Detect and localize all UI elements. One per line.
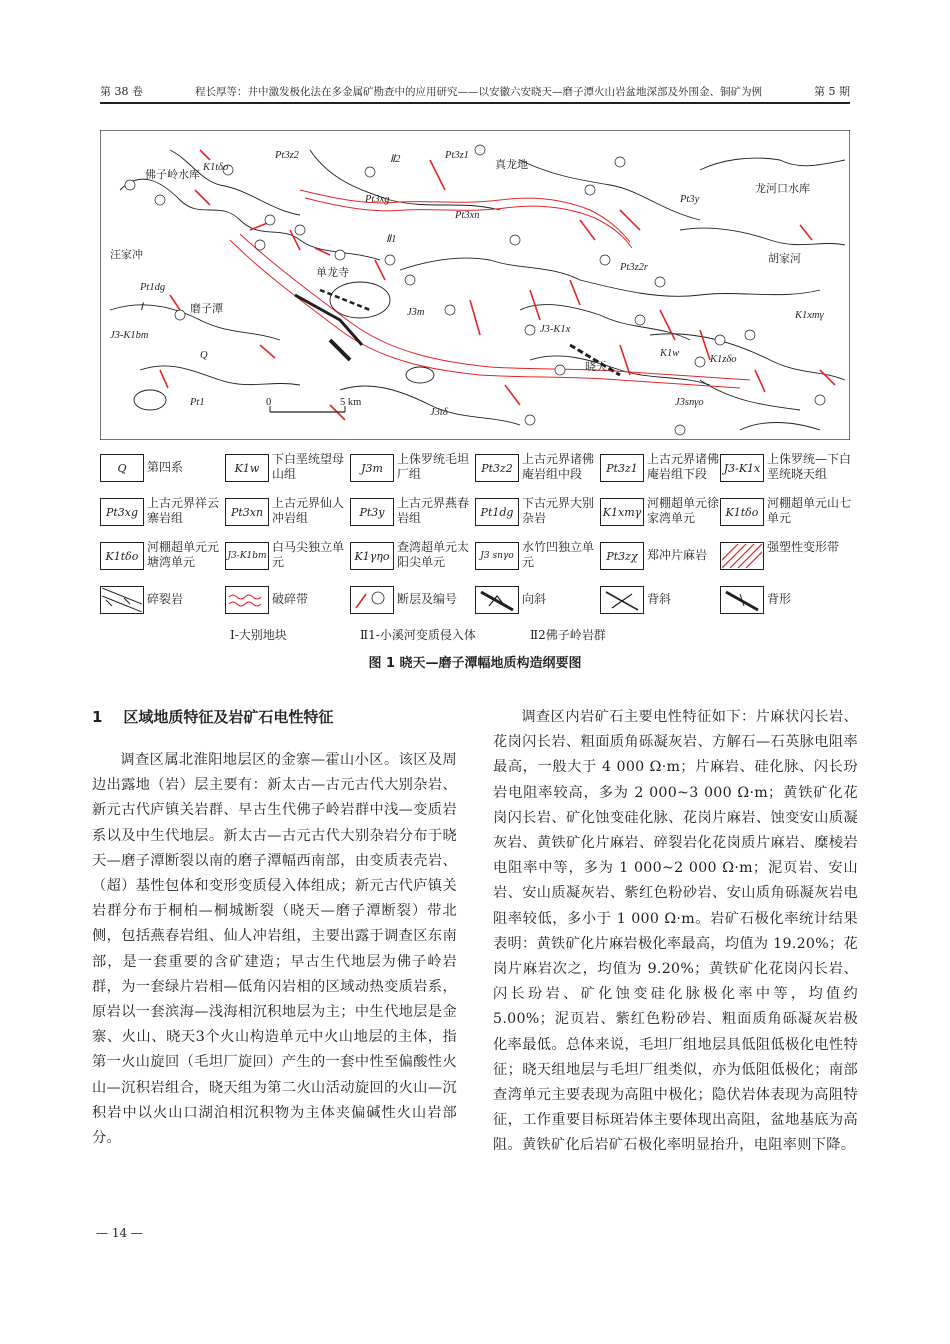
legend-text: 下白垩统望母山组 [272, 452, 345, 481]
legend-text: 上侏罗统—下白垩统晓天组 [767, 452, 852, 481]
legend-symbol-fault [350, 586, 394, 614]
unit-label: Pt3z2r [620, 262, 649, 273]
page-number: — 14 — [96, 1226, 143, 1240]
cataclastic-symbol-icon [102, 588, 142, 612]
legend-text: 上古元界诸佛庵岩组中段 [522, 452, 595, 481]
geological-map [100, 130, 850, 440]
unit-label: K1tδo [203, 162, 229, 173]
body-paragraph: 调查区内岩矿石主要电性特征如下：片麻状闪长岩、花岗闪长岩、粗面质角砾凝灰岩、方解石—石英脉电阻率最高，一般大于 4 000 Ω·m；片麻岩、硅化脉、闪长玢岩电阻率较高，多为 2 000~3 000 Ω·m；黄铁矿化花岗闪长岩、矿化蚀变硅化脉、花岗片麻岩、蚀变安山质凝灰岩、黄铁矿化片麻岩、碎裂岩化花岗质片麻岩、糜棱岩电阻率中等，多为 1 000~2 000 Ω·m；泥页岩、安山岩、安山质凝灰岩、紫红色粉砂岩、安山质角砾凝灰岩电阻率较低，多小于 1 000 Ω·m。岩矿石极化率统计结果表明：黄铁矿化片麻岩极化率最高，均值为 19.20%；花岗片麻岩次之，均值为 9.20%；黄铁矿化花岗闪长岩、闪长玢岩、矿化蚀变硅化脉极化率中等，均值约 5.00%；泥页岩、紫红色粉砂岩、粗面质角砾凝灰岩极化率最低。总体来说，毛坦厂组地层具低阻低极化电性特征；晓天组地层与毛坦厂组类似，亦为低阻低极化；南部查湾单元主要表现为高阻中极化；隐伏岩体表现为高阻特征，工作重要目标斑岩体主要体现出高阻，盆地基底为高阻。黄铁矿化后岩矿石极化率明显抬升，电阻率则下降。 [493, 709, 858, 1154]
broken-zone-symbol-icon [227, 588, 267, 612]
legend-text: 河棚超单元元塘湾单元 [147, 540, 220, 569]
legend-item [350, 584, 475, 616]
unit-label: Pt3y [680, 194, 700, 205]
unit-label: Pt1dg [140, 282, 166, 293]
unit-label: J3m [407, 307, 425, 318]
body-paragraph: 调查区属北淮阳地层区的金寨—霍山小区。该区及周边出露地（岩）层主要有：新太古—古元古代大别杂岩、新元古代庐镇关岩群、早古生代佛子岭岩群中浅—变质岩系以及中生代地层。新太古—古元古代大别杂岩分布于晓天—磨子潭断裂以南的磨子潭幅西南部，由变质表壳岩、（超）基性包体和变形变质侵入体组成；新元古代庐镇关岩群分布于桐柏—桐城断裂（晓天—磨子潭断裂）带北侧，包括燕春岩组、仙人冲岩组，主要出露于调查区东南部，是一套重要的含矿建造；早古生代地层为佛子岭岩群，为一套绿片岩相—低角闪岩相的区域动热变质岩系，原岩以一套滨海—浅海相沉积地层为主；中生代地层是金寨、火山、晓天3个火山构造单元中火山地层的主体，指第一火山旋回（毛坦厂旋回）产生的一套中性至偏酸性火山—沉积岩组合，晓天组为第二火山活动旋回的火山—沉积岩中以火山口湖泊相沉积物为主体夹偏碱性火山岩部分。 [92, 752, 457, 1147]
figure-caption: 图 1 晓天—磨子潭幅地质构造纲要图 [368, 656, 582, 671]
legend-symbol: K1γηo [350, 542, 394, 570]
legend-symbol: Pt3zχ [600, 542, 644, 570]
legend-text: 上古元界祥云寨岩组 [147, 496, 220, 525]
legend-item [475, 540, 600, 572]
legend-symbol: K1tδo [100, 542, 144, 570]
legend-symbol-broken [225, 586, 269, 614]
legend-text: 上古元界诸佛庵岩组下段 [647, 452, 720, 481]
legend-item [350, 496, 475, 528]
place-label: 磨子潭 [190, 302, 223, 315]
legend-text: 河棚超单元徐家湾单元 [647, 496, 720, 525]
fold-symbol-icon [722, 588, 762, 612]
unit-label: Ⅱ1 [386, 234, 397, 245]
legend-symbol: J3 snγo [475, 542, 519, 570]
legend-symbol: K1tδo [720, 498, 764, 526]
legend-item [350, 452, 475, 484]
legend-symbol: K1w [225, 454, 269, 482]
legend-item [100, 540, 225, 572]
legend-text: 查湾超单元太阳尖单元 [397, 540, 470, 569]
legend-text: 上古元界仙人冲岩组 [272, 496, 345, 525]
unit-label: J3snγo [675, 397, 704, 408]
place-label: 汪家冲 [110, 248, 143, 261]
legend-item [100, 452, 225, 484]
legend-item [475, 496, 600, 528]
legend-symbol: Pt3y [350, 498, 394, 526]
right-column [493, 705, 858, 1159]
legend-symbol: Pt3z2 [475, 454, 519, 482]
unit-label: Pt3z1 [445, 150, 469, 161]
scale-end: 5 km [340, 397, 362, 408]
tectonic-unit: Ⅱ2佛子岭岩群 [530, 628, 606, 642]
legend-text: 上古元界燕春岩组 [397, 496, 470, 525]
legend-item [720, 496, 850, 528]
section-heading [92, 705, 457, 730]
legend-item [600, 584, 725, 616]
section-title: 区域地质特征及岩矿石电性特征 [123, 708, 334, 726]
left-column [92, 705, 457, 1151]
legend-item [600, 496, 725, 528]
hatch-symbol-icon [722, 544, 762, 568]
anticline-symbol-icon [602, 588, 642, 612]
scale-start: 0 [266, 397, 272, 408]
legend-text: 背斜 [647, 592, 672, 606]
legend-text: 强塑性变形带 [767, 540, 840, 554]
legend-text: 背形 [767, 592, 792, 606]
legend-item [225, 496, 350, 528]
legend-item [225, 584, 350, 616]
unit-label: K1xmγ [795, 310, 824, 321]
running-header [100, 80, 850, 104]
syncline-symbol-icon [477, 588, 517, 612]
legend-text: 断层及编号 [397, 592, 458, 606]
legend-text: 水竹凹独立单元 [522, 540, 595, 569]
tectonic-unit: Ⅰ-大别地块 [230, 628, 287, 642]
legend-text: 郑冲片麻岩 [647, 548, 708, 562]
legend-item [720, 584, 850, 616]
unit-label: Pt3z2 [275, 150, 299, 161]
unit-label: Ⅰ [140, 302, 144, 313]
legend-symbol: K1xmγ [600, 498, 644, 526]
legend-symbol: J3m [350, 454, 394, 482]
legend-item [475, 584, 600, 616]
running-title: 程长厚等：井中激发极化法在多金属矿勘查中的应用研究——以安徽六安晓天—磨子潭火山岩盆地深部及外围金、铜矿为例 [195, 85, 762, 98]
place-label: 佛子岭水库 [145, 168, 200, 181]
unit-label: Pt3xn [455, 210, 480, 221]
volume-label: 第 38 卷 [100, 85, 143, 98]
legend-item [225, 540, 350, 572]
legend-symbol: J3-K1bm [225, 542, 269, 570]
legend-symbol: J3-K1x [720, 454, 764, 482]
legend-item [600, 540, 725, 572]
legend-symbol: Pt3xn [225, 498, 269, 526]
legend-item [720, 452, 850, 484]
legend-symbol: Pt3xg [100, 498, 144, 526]
place-label: 真龙地 [495, 158, 528, 171]
unit-label: J3-K1x [540, 324, 571, 335]
legend-item [100, 496, 225, 528]
tectonic-unit: Ⅱ1-小溪河变质侵入体 [360, 628, 476, 642]
place-label: 龙河口水库 [755, 182, 810, 195]
legend-symbol-syncline [475, 586, 519, 614]
legend-text: 河棚超单元山七单元 [767, 496, 852, 525]
unit-label: Pt1 [190, 397, 205, 408]
legend-text: 上侏罗统毛坦厂组 [397, 452, 470, 481]
place-label: 单龙寺 [316, 266, 349, 279]
legend-text: 第四系 [147, 460, 184, 474]
legend-symbol: Q [100, 454, 144, 482]
legend-item [225, 452, 350, 484]
legend-symbol-fold [720, 586, 764, 614]
legend-item [100, 584, 225, 616]
legend-text: 破碎带 [272, 592, 309, 606]
legend-text: 白马尖独立单元 [272, 540, 345, 569]
legend-text: 碎裂岩 [147, 592, 184, 606]
legend-symbol: Pt3z1 [600, 454, 644, 482]
legend-symbol: Pt1dg [475, 498, 519, 526]
section-number: 1 [92, 708, 103, 726]
unit-label: K1zδo [710, 354, 737, 365]
legend-text: 向斜 [522, 592, 547, 606]
fault-symbol-icon [352, 588, 392, 612]
legend-symbol-anticline [600, 586, 644, 614]
legend-item [475, 452, 600, 484]
unit-label: Q [200, 350, 208, 361]
place-label: 胡家河 [768, 252, 801, 265]
unit-label: Ⅱ2 [390, 154, 401, 165]
place-label: 晓天 [585, 360, 607, 373]
issue-label: 第 5 期 [814, 85, 850, 98]
legend-item [600, 452, 725, 484]
unit-label: Pt3xg [365, 194, 390, 205]
legend-item [720, 540, 850, 572]
unit-label: J3tδ [430, 407, 448, 418]
legend-symbol-cataclastic [100, 586, 144, 614]
legend-item [350, 540, 475, 572]
unit-label: K1w [660, 348, 680, 359]
legend-symbol-hatch [720, 542, 764, 570]
unit-label: J3-K1bm [110, 330, 149, 341]
legend-text: 下古元界大别杂岩 [522, 496, 595, 525]
